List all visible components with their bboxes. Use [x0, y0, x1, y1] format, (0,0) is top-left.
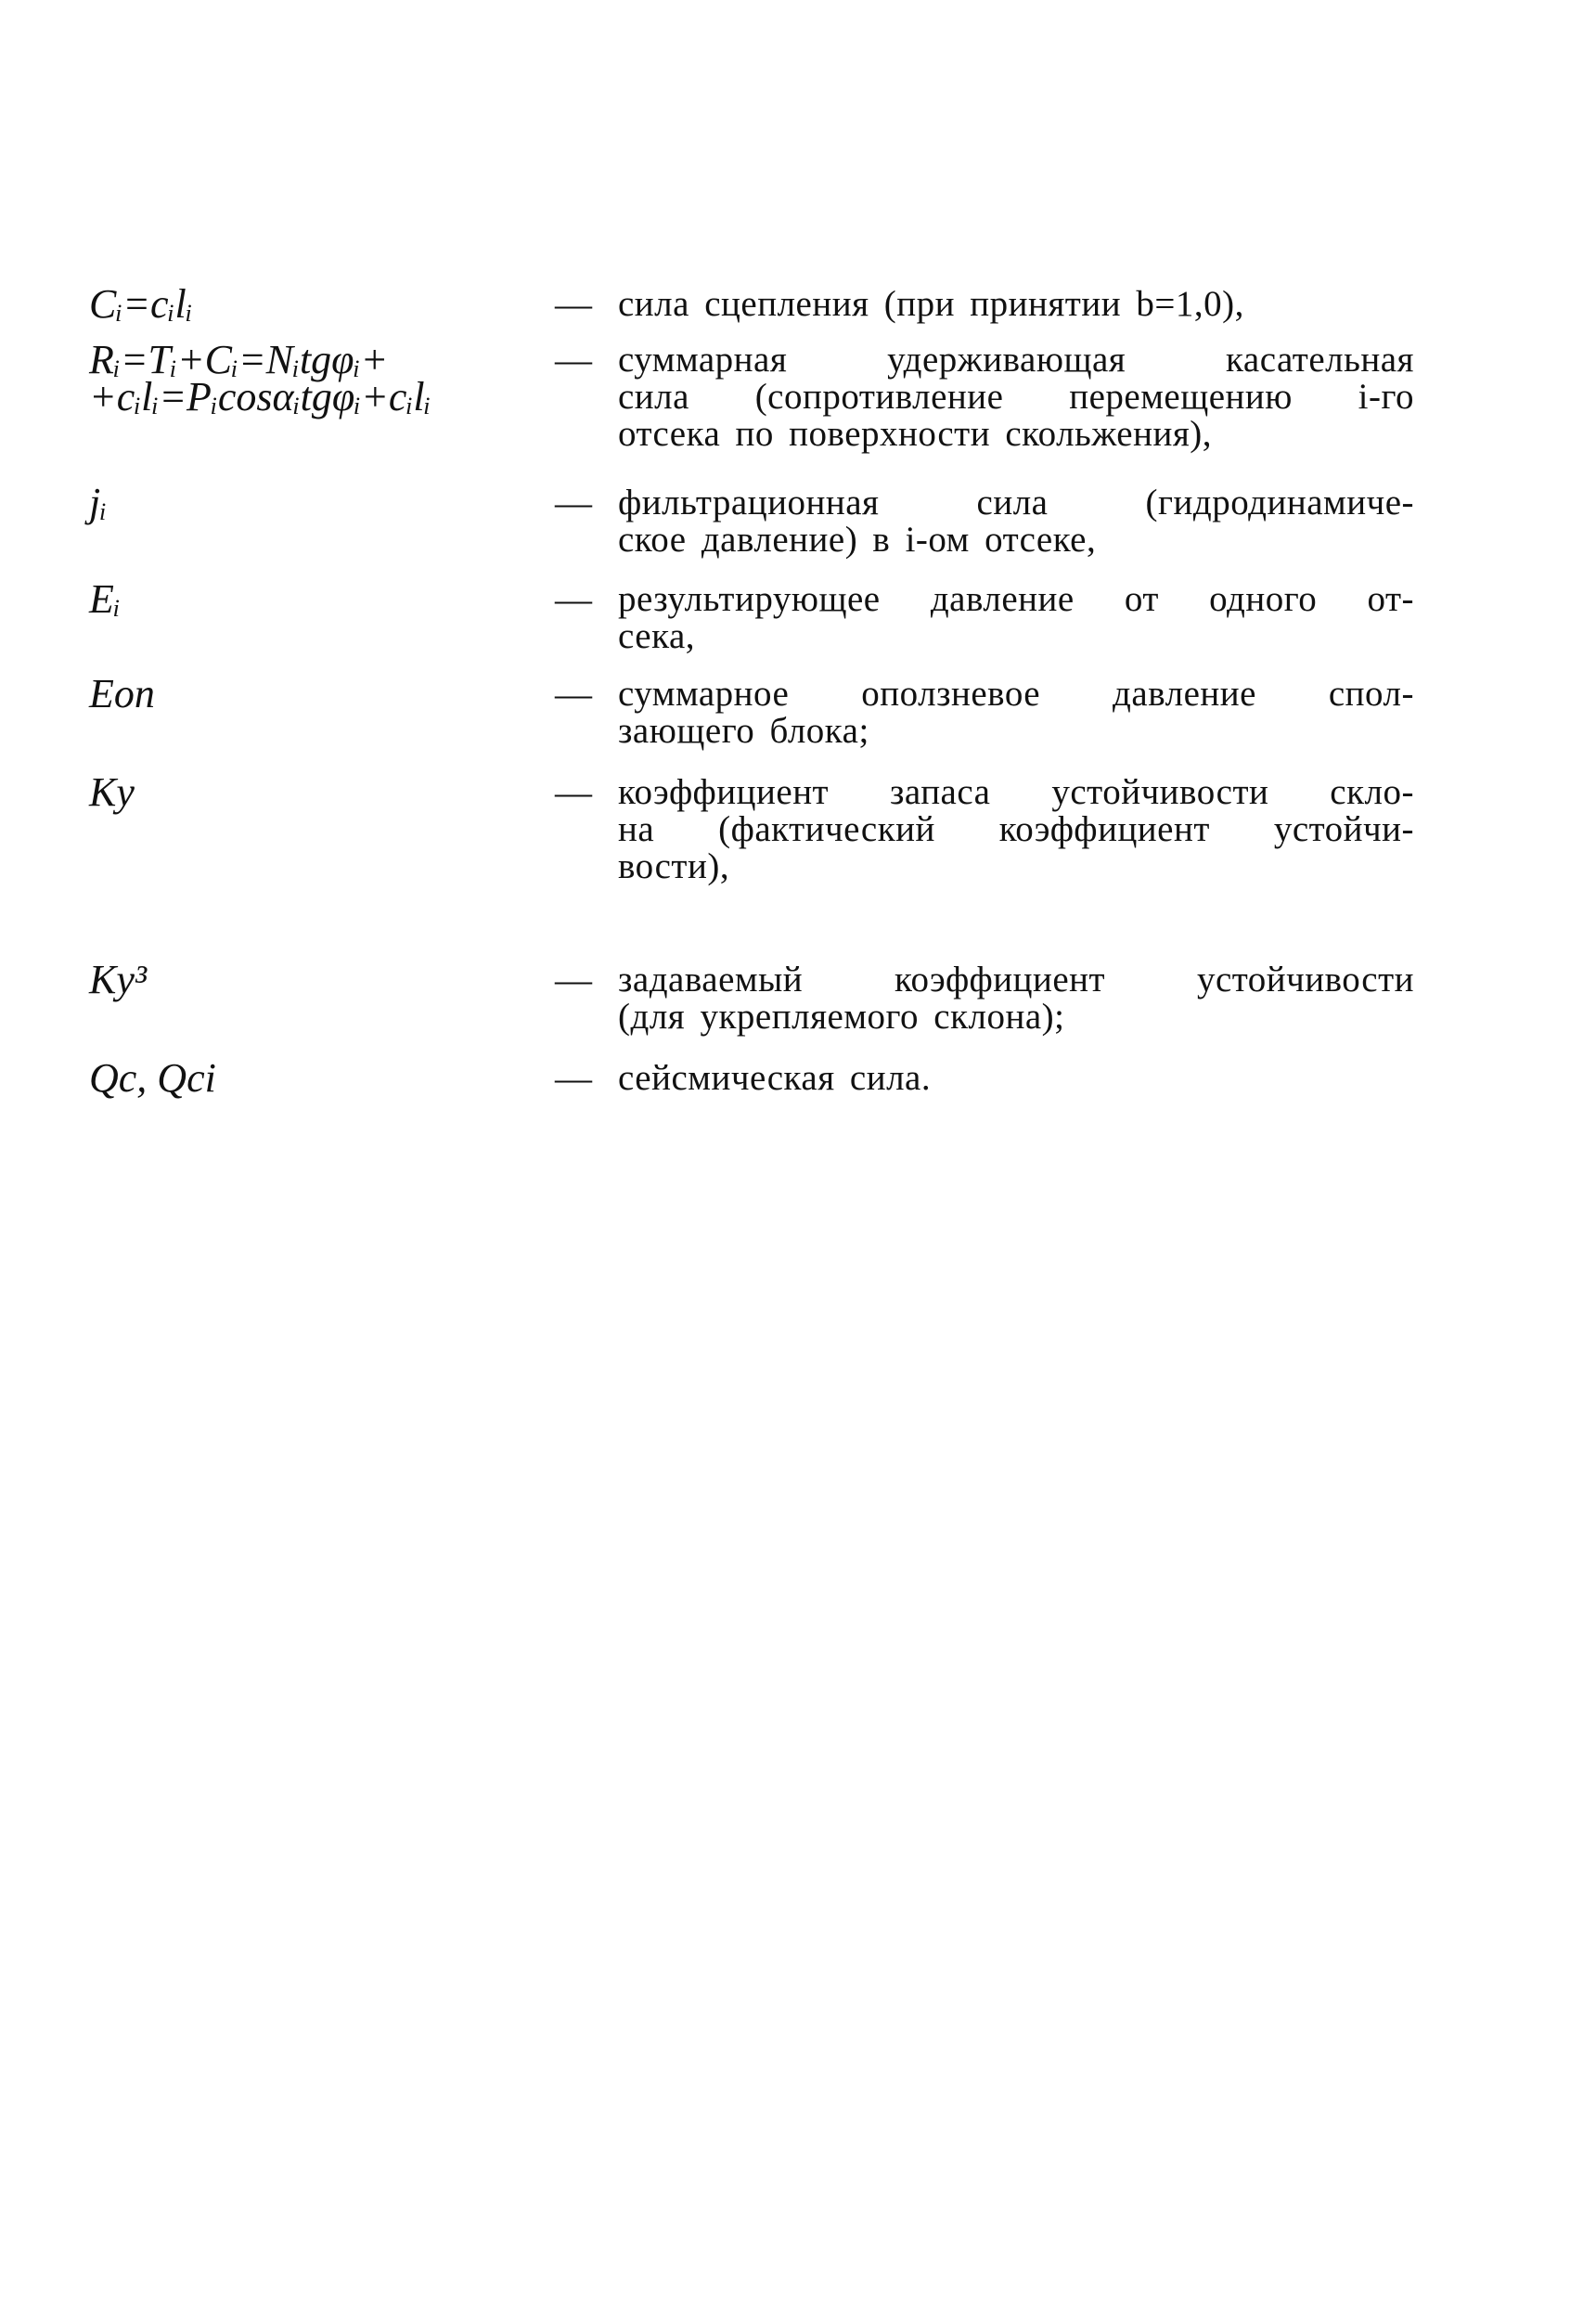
definition-text	[618, 1060, 1414, 1097]
formula-line: Rᵢ=Tᵢ+Cᵢ=Nᵢtgφᵢ+	[89, 337, 389, 382]
definition-text	[618, 774, 1414, 885]
em-dash: —	[555, 578, 592, 620]
definition-text	[618, 961, 1414, 1036]
definition-line: сила (сопротивление перемещению i-го	[618, 377, 1414, 417]
definition-line: на (фактический коэффициент устойчи-	[618, 809, 1414, 849]
definition-line: коэффициент запаса устойчивости скло-	[618, 772, 1414, 812]
definition-line: отсека по поверхности скольжения),	[618, 414, 1212, 454]
formula-line: Qc, Qci	[89, 1055, 216, 1101]
definition-line: суммарная удерживающая касательная	[618, 340, 1414, 380]
formula-symbol	[89, 337, 431, 419]
definition-text	[618, 342, 1414, 453]
formula-line: Eоп	[89, 671, 155, 716]
definition-line: сила сцепления (при принятии b=1,0),	[618, 284, 1244, 324]
formula-symbol	[89, 671, 155, 716]
formula-symbol	[89, 576, 121, 622]
em-dash: —	[555, 482, 592, 523]
formula-symbol	[89, 281, 193, 327]
formula-symbol	[89, 480, 108, 525]
formula-line: jᵢ	[89, 480, 108, 525]
definition-line: фильтрационная сила (гидродинамиче-	[618, 483, 1414, 522]
formula-line: +cᵢlᵢ=Pᵢcosαᵢtgφᵢ+cᵢlᵢ	[89, 374, 431, 419]
definition-line: суммарное оползневое давление спол-	[618, 674, 1414, 714]
definition-text	[618, 286, 1414, 323]
formula-line: Cᵢ=cᵢlᵢ	[89, 281, 193, 327]
em-dash: —	[555, 673, 592, 715]
definition-line: задаваемый коэффициент устойчивости	[618, 960, 1414, 1000]
definition-line: результирующее давление от одного от-	[618, 579, 1414, 619]
em-dash: —	[555, 339, 592, 381]
formula-line: Kу³	[89, 957, 148, 1002]
definition-text	[618, 676, 1414, 750]
formula-line: Eᵢ	[89, 576, 121, 622]
formula-symbol	[89, 957, 148, 1002]
formula-symbol	[89, 769, 135, 815]
definition-line: сека,	[618, 616, 696, 656]
em-dash: —	[555, 771, 592, 813]
definition-text	[618, 484, 1414, 559]
definition-line: ское давление) в i-ом отсеке,	[618, 520, 1097, 560]
formula-line: Kу	[89, 769, 135, 815]
definition-line: зающего блока;	[618, 711, 869, 751]
definition-line: (для укрепляемого склона);	[618, 997, 1065, 1037]
em-dash: —	[555, 283, 592, 325]
definition-line: вости),	[618, 846, 730, 886]
em-dash: —	[555, 1057, 592, 1099]
definition-text	[618, 581, 1414, 655]
definition-line: сейсмическая сила.	[618, 1058, 932, 1098]
em-dash: —	[555, 959, 592, 1000]
formula-symbol	[89, 1055, 216, 1101]
